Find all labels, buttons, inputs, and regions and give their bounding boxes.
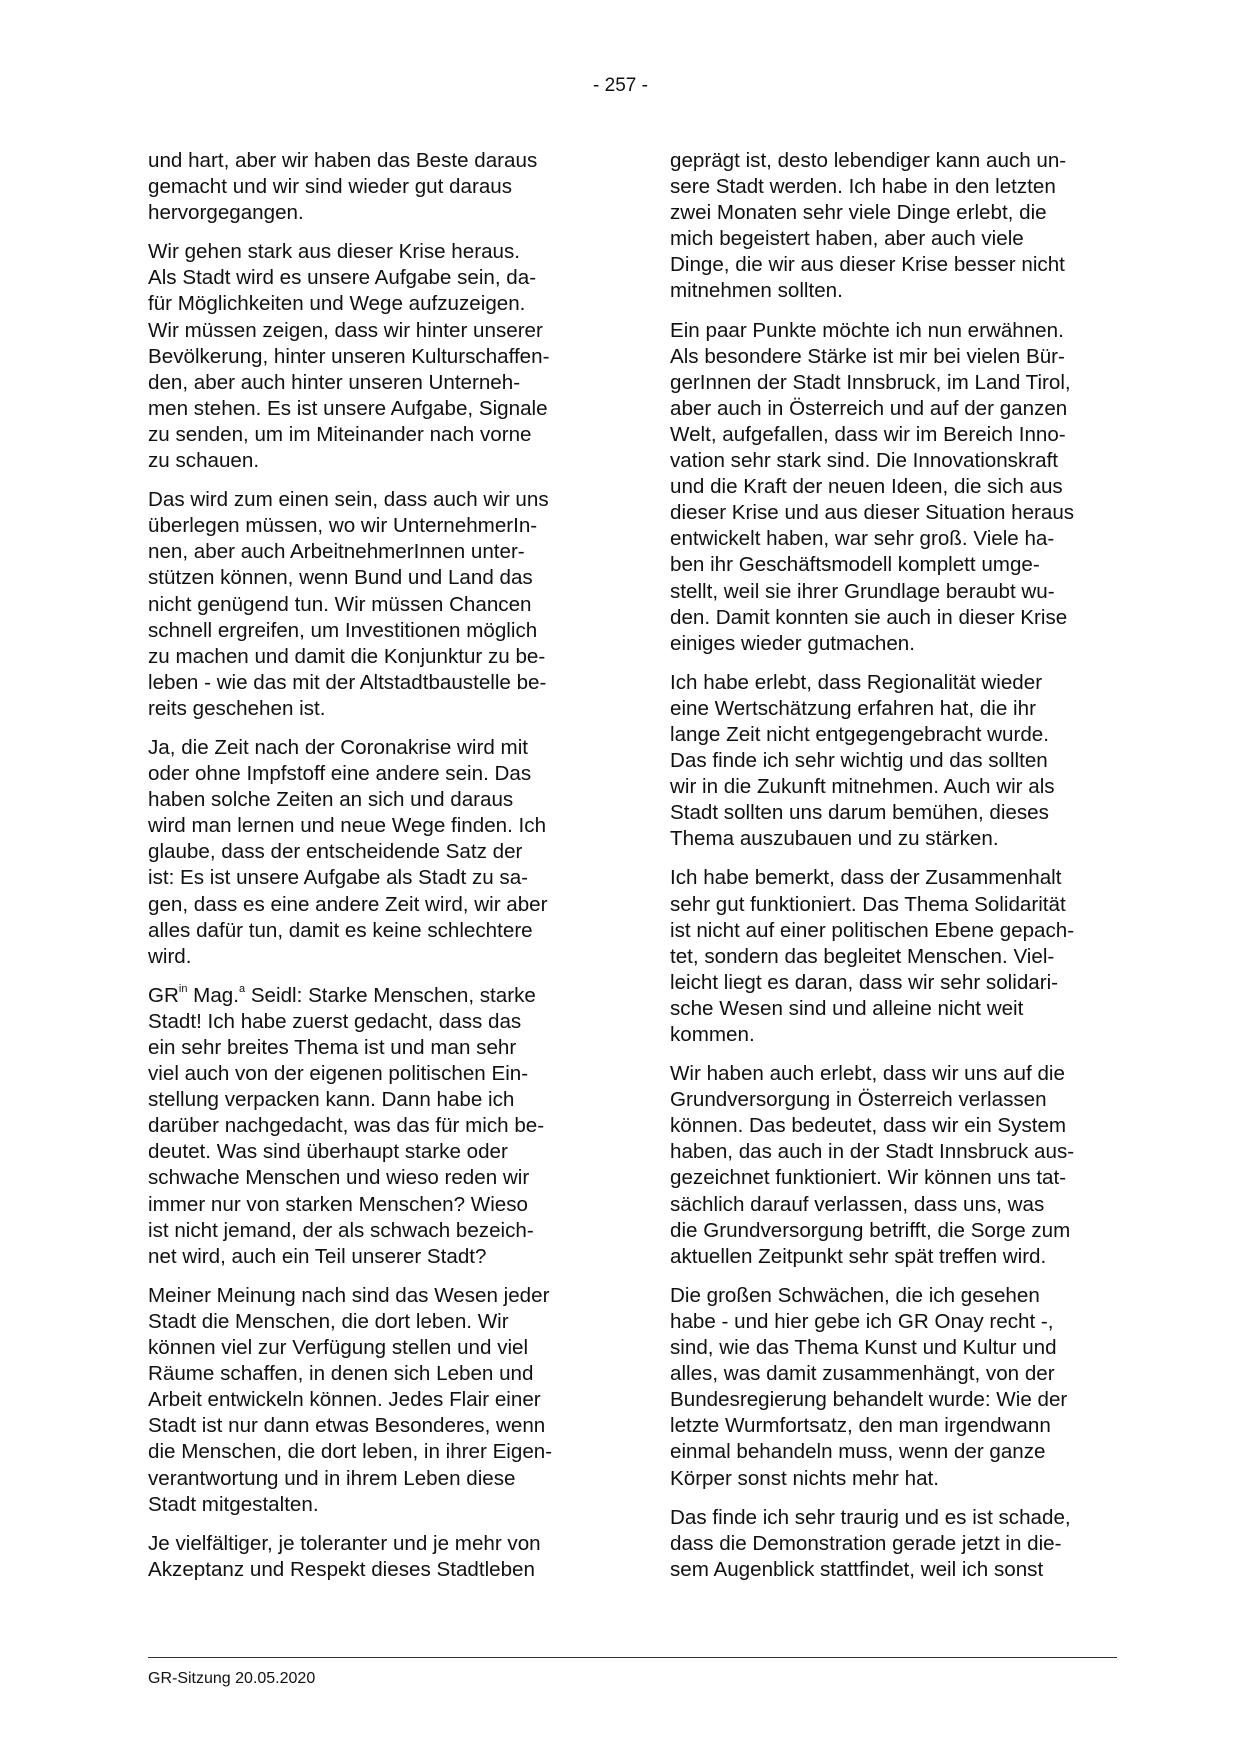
text-line: men stehen. Es ist unsere Aufgabe, Signale	[148, 396, 548, 420]
paragraph	[670, 1283, 1122, 1492]
paragraph	[670, 318, 1122, 657]
paragraph	[148, 239, 600, 474]
text-line: Wir gehen stark aus dieser Krise heraus.	[148, 240, 520, 264]
text-line: immer nur von starken Menschen? Wieso	[148, 1192, 528, 1216]
paragraph	[670, 865, 1122, 1048]
text-line: lange Zeit nicht entgegengebracht wurde.	[670, 722, 1049, 746]
text-line: viel auch von der eigenen politischen Ein-	[148, 1062, 529, 1086]
text-line: Welt, aufgefallen, dass wir im Bereich Inno-	[670, 422, 1066, 446]
text-line: Arbeit entwickeln können. Jedes Flair einer	[148, 1388, 541, 1412]
speaker-surname: Seidl:	[245, 983, 303, 1007]
text-line: dieser Krise und aus dieser Situation heraus	[670, 501, 1075, 525]
text-line: überlegen müssen, wo wir UnternehmerIn-	[148, 514, 538, 538]
paragraph	[670, 1505, 1122, 1583]
paragraph	[670, 148, 1122, 305]
text-line: Ich habe bemerkt, dass der Zusammenhalt	[670, 866, 1062, 890]
text-line: Stadt ist nur dann etwas Besonderes, wenn	[148, 1414, 546, 1438]
paragraph	[670, 670, 1122, 853]
speaker-title: GR	[148, 983, 179, 1007]
text-line: net wird, auch ein Teil unserer Stadt?	[148, 1244, 487, 1268]
text-line: zwei Monaten sehr viele Dinge erlebt, die	[670, 201, 1047, 225]
footer-divider	[148, 1657, 1117, 1658]
text-line: ein sehr breites Thema ist und man sehr	[148, 1036, 517, 1059]
text-line: wir in die Zukunft mitnehmen. Auch wir als	[670, 775, 1055, 799]
text-line: Je vielfältiger, je toleranter und je mehr von	[148, 1531, 541, 1555]
text-line: einiges wieder gutmachen.	[670, 631, 915, 655]
text-line: gezeichnet funktioniert. Wir können uns tat-	[670, 1166, 1067, 1190]
text-line: den. Damit konnten sie auch in dieser Krise	[670, 605, 1068, 629]
text-line: sche Wesen sind und alleine nicht weit	[670, 996, 1024, 1020]
speaker-degree-suffix: a	[238, 982, 246, 995]
text-line: hervorgegangen.	[148, 201, 304, 225]
text-line: haben, das auch in der Stadt Innsbruck aus-	[670, 1140, 1075, 1164]
text-line: alles dafür tun, damit es keine schlechtere	[148, 918, 533, 942]
page-number: - 257 -	[593, 75, 648, 96]
text-line: Stadt! Ich habe zuerst gedacht, dass das	[148, 1009, 522, 1033]
paragraph	[148, 735, 600, 970]
text-line: ist nicht jemand, der als schwach bezeich-	[148, 1218, 534, 1242]
text-line: die Grundversorgung betrifft, die Sorge zum	[670, 1218, 1071, 1242]
paragraph	[148, 148, 600, 226]
text-line: leicht liegt es daran, dass wir sehr solidari-	[670, 970, 1059, 994]
text-line: geprägt ist, desto lebendiger kann auch un-	[670, 149, 1067, 172]
text-line: stellt, weil sie ihrer Grundlage beraubt wu-	[670, 579, 1055, 603]
text-line: und die Kraft der neuen Ideen, die sich aus	[670, 475, 1063, 499]
text-line: und hart, aber wir haben das Beste daraus	[148, 149, 538, 172]
text-line: kommen.	[670, 1023, 755, 1046]
text-line: Die großen Schwächen, die ich gesehen	[670, 1283, 1040, 1307]
text-line: ist nicht auf einer politischen Ebene gepach-	[670, 918, 1075, 942]
text-line: dass die Demonstration gerade jetzt in die-	[670, 1531, 1062, 1555]
text-line: können viel zur Verfügung stellen und viel	[148, 1336, 529, 1360]
text-line: Das finde ich sehr wichtig und das sollten	[670, 749, 1048, 773]
text-line: ben ihr Geschäftsmodell komplett umge-	[670, 553, 1040, 577]
text-line: Stadt die Menschen, die dort leben. Wir	[148, 1309, 509, 1333]
footer-session-date: GR-Sitzung 20.05.2020	[148, 1670, 316, 1687]
text-line: Als Stadt wird es unsere Aufgabe sein, da-	[148, 266, 537, 290]
text-line: sere Stadt werden. Ich habe in den letzten	[670, 175, 1056, 199]
text-line: Stadt sollten uns darum bemühen, dieses	[670, 801, 1049, 825]
text-line: ist: Es ist unsere Aufgabe als Stadt zu sa-	[148, 866, 529, 890]
text-line: deutet. Was sind überhaupt starke oder	[148, 1140, 508, 1164]
text-line: reits geschehen ist.	[148, 696, 326, 720]
text-line: Grundversorgung in Österreich verlassen	[670, 1088, 1047, 1112]
text-line: entwickelt haben, war sehr groß. Viele ha-	[670, 527, 1055, 551]
text-line: zu machen und damit die Konjunktur zu be-	[148, 644, 546, 668]
text-line: Das finde ich sehr traurig und es ist schade,	[670, 1505, 1071, 1529]
text-line: Körper sonst nichts mehr hat.	[670, 1466, 939, 1490]
text-line: Bundesregierung behandelt wurde: Wie der	[670, 1388, 1068, 1412]
text-line: Ich habe erlebt, dass Regionalität wieder	[670, 670, 1043, 694]
text-line: schnell ergreifen, um Investitionen möglich	[148, 618, 538, 642]
text-line: Ja, die Zeit nach der Coronakrise wird mit	[148, 735, 528, 759]
text-line: stützen können, wenn Bund und Land das	[148, 566, 533, 590]
speaker-name	[148, 984, 302, 1007]
text-line: eine Wertschätzung erfahren hat, die ihr	[670, 696, 1036, 720]
text-line: glaube, dass der entscheidende Satz der	[148, 840, 523, 864]
paragraph	[670, 1061, 1122, 1270]
text-line: Dinge, die wir aus dieser Krise besser nicht	[670, 253, 1065, 277]
text-line: mich begeistert haben, aber auch viele	[670, 227, 1024, 251]
text-line: alles, was damit zusammenhängt, von der	[670, 1362, 1055, 1386]
text-line: letzte Wurmfortsatz, den man irgendwann	[670, 1414, 1051, 1438]
text-line: aktuellen Zeitpunkt sehr spät treffen wird.	[670, 1244, 1047, 1268]
text-line: zu schauen.	[148, 449, 260, 473]
text-line: die Menschen, die dort leben, in ihrer Eigen-	[148, 1440, 553, 1464]
text-line: haben solche Zeiten an sich und daraus	[148, 788, 514, 812]
text-line: habe - und hier gebe ich GR Onay recht -,	[670, 1309, 1054, 1333]
speech-text: Starke Menschen, starke	[302, 983, 536, 1007]
text-line: Thema auszubauen und zu stärken.	[670, 827, 999, 851]
text-line: verantwortung und in ihrem Leben diese	[148, 1466, 516, 1490]
text-line: Stadt mitgestalten.	[148, 1492, 319, 1516]
text-line: oder ohne Impfstoff eine andere sein. Das	[148, 762, 532, 786]
text-line: sind, wie das Thema Kunst und Kultur und	[670, 1336, 1057, 1360]
text-line: Räume schaffen, in denen sich Leben und	[148, 1362, 534, 1386]
text-line: Meiner Meinung nach sind das Wesen jeder	[148, 1283, 550, 1307]
text-line: vation sehr stark sind. Die Innovationskraft	[670, 449, 1059, 473]
text-line: tet, sondern das begleitet Menschen. Viel-	[670, 944, 1055, 968]
text-line: mitnehmen sollten.	[670, 279, 843, 303]
text-line: wird man lernen und neue Wege finden. Ich	[148, 814, 547, 838]
text-line: Wir müssen zeigen, dass wir hinter unserer	[148, 318, 543, 342]
paragraph	[148, 1283, 600, 1518]
text-line: zu senden, um im Miteinander nach vorne	[148, 422, 532, 446]
text-line: gerInnen der Stadt Innsbruck, im Land Tirol,	[670, 370, 1071, 394]
text-line: aber auch in Österreich und auf der ganzen	[670, 396, 1068, 420]
text-line: den, aber auch hinter unseren Unterneh-	[148, 370, 521, 394]
text-line: nicht genügend tun. Wir müssen Chancen	[148, 592, 532, 616]
text-line: gemacht und wir sind wieder gut daraus	[148, 175, 513, 199]
text-line: Akzeptanz und Respekt dieses Stadtleben	[148, 1557, 535, 1581]
text-line: sem Augenblick stattfindet, weil ich sonst	[670, 1557, 1044, 1581]
left-column	[148, 148, 600, 1596]
text-line: für Möglichkeiten und Wege aufzuzeigen.	[148, 292, 526, 316]
text-line: Als besondere Stärke ist mir bei vielen Bür-	[670, 344, 1065, 368]
text-line: wird.	[148, 944, 192, 968]
speaker-title-suffix: in	[178, 982, 188, 995]
text-line: leben - wie das mit der Altstadtbaustelle be-	[148, 670, 547, 694]
text-line: darüber nachgedacht, was das für mich be-	[148, 1114, 545, 1138]
right-column	[670, 148, 1122, 1596]
text-line: einmal behandeln muss, wenn der ganze	[670, 1440, 1046, 1464]
text-line: Das wird zum einen sein, dass auch wir uns	[148, 488, 549, 512]
text-line: sehr gut funktioniert. Das Thema Solidarität	[670, 892, 1066, 916]
text-line: schwache Menschen und wieso reden wir	[148, 1166, 530, 1190]
paragraph	[148, 487, 600, 722]
paragraph	[148, 983, 600, 1270]
text-line	[148, 983, 600, 1009]
text-line: Bevölkerung, hinter unseren Kulturschaffen-	[148, 344, 550, 368]
text-line: nen, aber auch ArbeitnehmerInnen unter-	[148, 540, 525, 564]
text-line: Wir haben auch erlebt, dass wir uns auf die	[670, 1062, 1065, 1086]
text-line: können. Das bedeutet, dass wir ein System	[670, 1114, 1067, 1138]
speaker-degree: Mag.	[187, 983, 239, 1007]
text-line: sächlich darauf verlassen, dass uns, was	[670, 1192, 1045, 1216]
text-line: gen, dass es eine andere Zeit wird, wir aber	[148, 892, 548, 916]
paragraph	[148, 1531, 600, 1583]
text-line: Ein paar Punkte möchte ich nun erwähnen.	[670, 318, 1064, 342]
text-line: stellung verpacken kann. Dann habe ich	[148, 1088, 515, 1112]
